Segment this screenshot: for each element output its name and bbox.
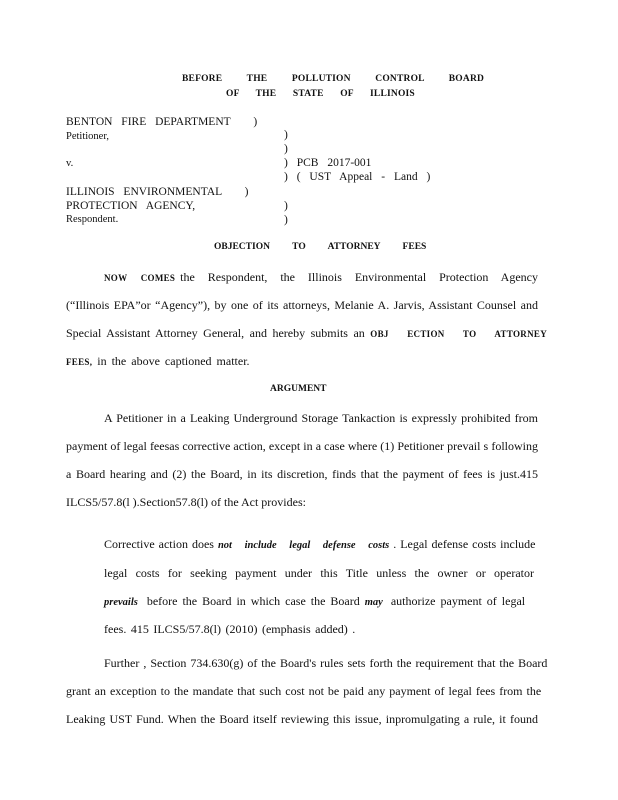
- header-line-1: BEFORE THE POLLUTION CONTROL BOARD: [182, 74, 485, 84]
- respondent-role: Respondent.: [66, 214, 119, 225]
- para1-line-2: payment of legal feesas corrective action, except in a case where (1) Petitioner prevail s following: [66, 439, 538, 453]
- case-number: ) PCB 2017-001: [284, 157, 372, 169]
- para1-line-3: a Board hearing and (2) the Board, in its discretion, finds that the payment of fees is just.415: [66, 467, 538, 481]
- quote-emphasis: not include legal defense costs: [217, 540, 390, 551]
- caption-paren: ): [284, 214, 288, 226]
- intro-line-3: [66, 326, 547, 341]
- may-emphasis: may: [364, 597, 383, 608]
- fees-caps: FEES,: [66, 357, 93, 367]
- quote-line-1-text: Corrective action does: [104, 537, 214, 551]
- quote-line-3-end: authorize payment of legal: [390, 594, 526, 608]
- respondent-name-1-text: ILLINOIS ENVIRONMENTAL: [66, 186, 222, 198]
- respondent-name-1: [66, 186, 248, 198]
- intro-line-1-text: the Respondent, the Illinois Environmental Protection Agency: [180, 270, 538, 284]
- respondent-name-2: PROTECTION AGENCY,: [66, 200, 196, 212]
- caption-paren: ): [284, 143, 288, 155]
- quote-line-3: [104, 594, 525, 609]
- objection-caps: OBJ ECTION TO ATTORNEY: [370, 329, 548, 339]
- caption-paren: ): [284, 200, 288, 212]
- para2-line-1: Further , Section 734.630(g) of the Board's rules sets forth the requirement that the Board: [104, 656, 548, 670]
- para2-line-3: Leaking UST Fund. When the Board itself reviewing this issue, inpromulgating a rule, it found: [66, 712, 538, 726]
- caption-paren: ): [244, 186, 249, 198]
- intro-line-3-text: Special Assistant Attorney General, and hereby submits an: [66, 326, 365, 340]
- prevails-emphasis: prevails: [104, 597, 138, 608]
- now-comes-text: NOW COMES: [104, 273, 176, 283]
- header-line-2: OF THE STATE OF ILLINOIS: [226, 89, 415, 99]
- versus-label: v.: [66, 158, 74, 169]
- petitioner-role: Petitioner,: [66, 131, 110, 142]
- para2-line-2: grant an exception to the mandate that such cost not be paid any payment of legal fees from the: [66, 684, 542, 698]
- intro-line-1: [104, 270, 538, 285]
- intro-line-4: [66, 354, 250, 369]
- quote-line-1: [104, 537, 536, 552]
- para1-line-4: ILCS5/57.8(l ).Section57.8(l) of the Act provides:: [66, 495, 306, 509]
- quote-line-1-end: . Legal defense costs include: [393, 537, 536, 551]
- intro-line-4-text: in the above captioned matter.: [97, 354, 250, 368]
- petitioner-name: [66, 116, 257, 128]
- document-title: OBJECTION TO ATTORNEY FEES: [214, 242, 427, 252]
- quote-line-3-text: before the Board in which case the Board: [146, 594, 360, 608]
- quote-line-2: legal costs for seeking payment under this Title unless the owner or operator: [104, 566, 534, 580]
- caption-paren: ): [284, 129, 288, 141]
- argument-heading: ARGUMENT: [270, 384, 327, 394]
- case-type: ) ( UST Appeal - Land ): [284, 171, 431, 183]
- petitioner-name-text: BENTON FIRE DEPARTMENT: [66, 116, 231, 128]
- caption-paren: ): [253, 116, 258, 128]
- para1-line-1: A Petitioner in a Leaking Underground Storage Tankaction is expressly prohibited from: [104, 411, 538, 425]
- intro-line-2: (“Illinois EPA”or “Agency”), by one of its attorneys, Melanie A. Jarvis, Assistant Counsel and: [66, 298, 538, 312]
- quote-line-4: fees. 415 ILCS5/57.8(l) (2010) (emphasis added) .: [104, 622, 356, 636]
